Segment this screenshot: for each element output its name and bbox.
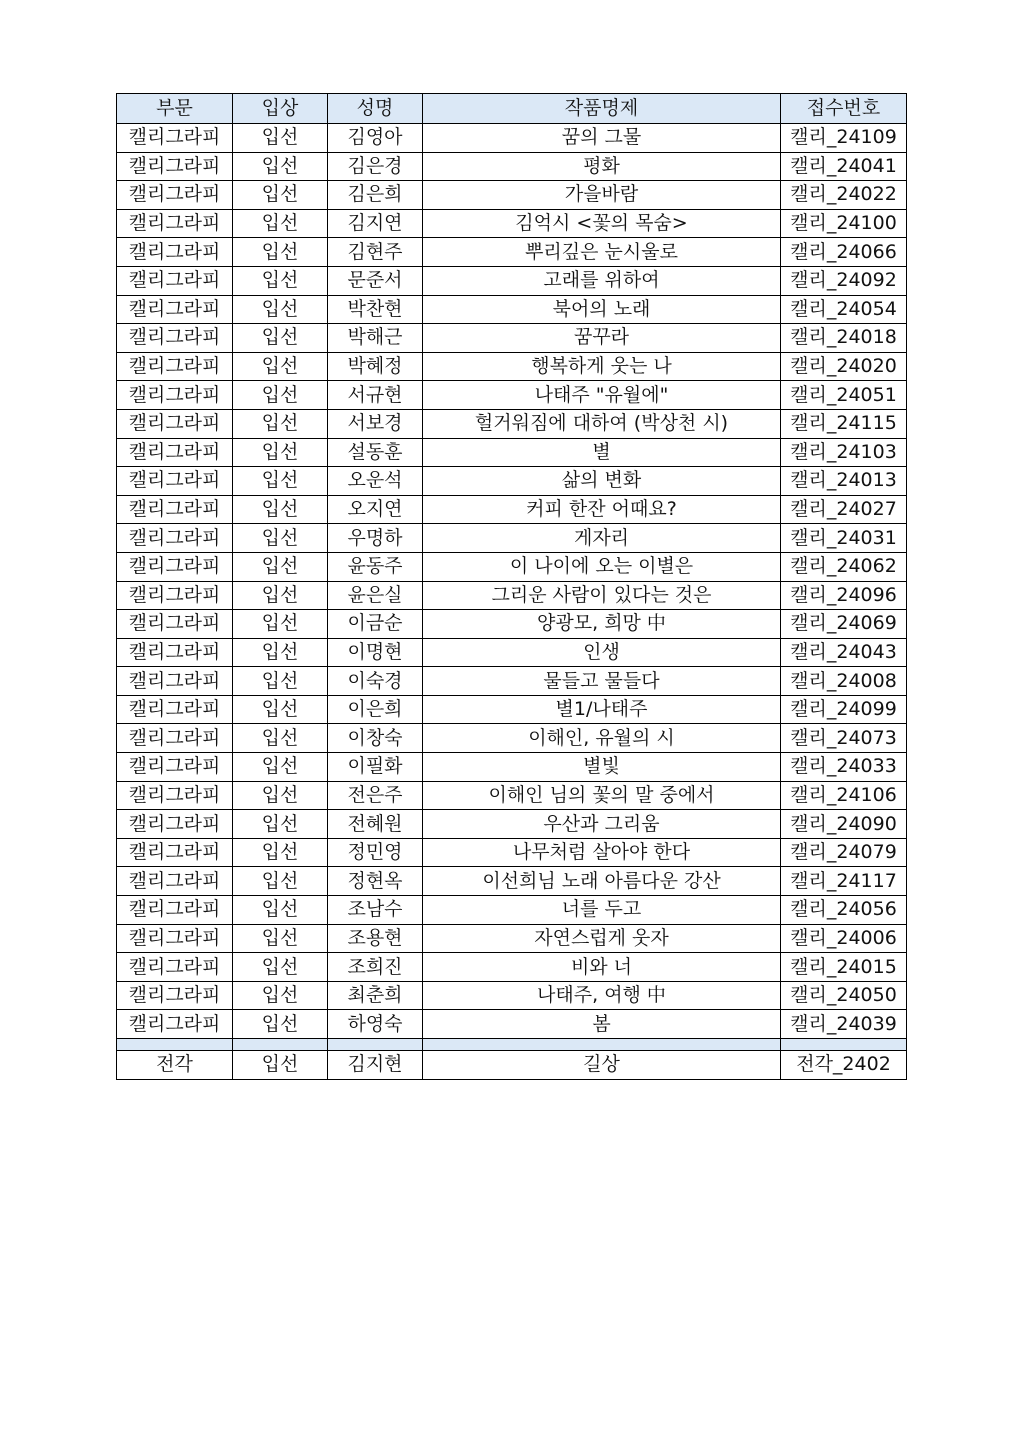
cell-work-title: 우산과 그리움 xyxy=(423,810,781,839)
cell-division: 캘리그라피 xyxy=(117,810,233,839)
cell-work-title: 헐거워짐에 대하여 (박상천 시) xyxy=(423,409,781,438)
cell-receipt-number: 캘리_24069 xyxy=(781,610,907,639)
cell-work-title: 별 xyxy=(423,438,781,467)
cell-name: 윤은실 xyxy=(328,581,423,610)
cell-work-title: 고래를 위하여 xyxy=(423,266,781,295)
table-body xyxy=(117,124,907,1080)
table-row xyxy=(117,1010,907,1039)
cell-division: 캘리그라피 xyxy=(117,981,233,1010)
cell-division: 캘리그라피 xyxy=(117,124,233,153)
cell-division: 캘리그라피 xyxy=(117,610,233,639)
table-row xyxy=(117,552,907,581)
cell-work-title: 김억시 <꽃의 목숨> xyxy=(423,209,781,238)
cell-award: 입선 xyxy=(233,610,328,639)
cell-receipt-number: 캘리_24117 xyxy=(781,867,907,896)
cell-receipt-number: 캘리_24050 xyxy=(781,981,907,1010)
cell-division: 캘리그라피 xyxy=(117,238,233,267)
cell-work-title: 북어의 노래 xyxy=(423,295,781,324)
cell-work-title: 너를 두고 xyxy=(423,896,781,925)
cell-work-title: 뿌리깊은 눈시울로 xyxy=(423,238,781,267)
cell-award: 입선 xyxy=(233,209,328,238)
cell-division: 캘리그라피 xyxy=(117,409,233,438)
cell-division: 캘리그라피 xyxy=(117,896,233,925)
table-row xyxy=(117,838,907,867)
cell-division: 캘리그라피 xyxy=(117,152,233,181)
cell-receipt-number: 캘리_24013 xyxy=(781,467,907,496)
cell-name: 오지연 xyxy=(328,495,423,524)
cell-name: 우명하 xyxy=(328,524,423,553)
cell-award: 입선 xyxy=(233,638,328,667)
table-row xyxy=(117,924,907,953)
cell-work-title: 이 나이에 오는 이별은 xyxy=(423,552,781,581)
cell-receipt-number: 캘리_24115 xyxy=(781,409,907,438)
cell-award: 입선 xyxy=(233,695,328,724)
cell-receipt-number: 캘리_24041 xyxy=(781,152,907,181)
table-header xyxy=(117,94,907,124)
cell-division: 캘리그라피 xyxy=(117,524,233,553)
table-row xyxy=(117,381,907,410)
cell-work-title: 나태주 "유월에" xyxy=(423,381,781,410)
cell-award: 입선 xyxy=(233,781,328,810)
cell-name: 정현옥 xyxy=(328,867,423,896)
cell-name: 김현주 xyxy=(328,238,423,267)
cell-receipt-number: 캘리_24039 xyxy=(781,1010,907,1039)
cell-work-title: 비와 너 xyxy=(423,953,781,982)
table-row xyxy=(117,238,907,267)
cell-award: 입선 xyxy=(233,581,328,610)
table-row xyxy=(117,295,907,324)
cell-division: 캘리그라피 xyxy=(117,667,233,696)
table-row xyxy=(117,152,907,181)
cell-award: 입선 xyxy=(233,352,328,381)
cell-name: 조남수 xyxy=(328,896,423,925)
cell-name: 설동훈 xyxy=(328,438,423,467)
cell-receipt-number: 캘리_24008 xyxy=(781,667,907,696)
table-row xyxy=(117,810,907,839)
cell-receipt-number: 캘리_24033 xyxy=(781,753,907,782)
cell-award: 입선 xyxy=(233,1051,328,1080)
cell-work-title: 게자리 xyxy=(423,524,781,553)
table-row xyxy=(117,266,907,295)
cell-name: 김은경 xyxy=(328,152,423,181)
separator-cell xyxy=(423,1039,781,1051)
cell-name: 이금순 xyxy=(328,610,423,639)
table-row xyxy=(117,610,907,639)
cell-receipt-number: 캘리_24106 xyxy=(781,781,907,810)
cell-receipt-number: 캘리_24056 xyxy=(781,896,907,925)
cell-receipt-number: 캘리_24096 xyxy=(781,581,907,610)
cell-division: 캘리그라피 xyxy=(117,1010,233,1039)
cell-division: 캘리그라피 xyxy=(117,266,233,295)
table-row xyxy=(117,1051,907,1080)
cell-receipt-number: 캘리_24090 xyxy=(781,810,907,839)
cell-receipt-number: 캘리_24066 xyxy=(781,238,907,267)
table-row xyxy=(117,181,907,210)
results-table xyxy=(116,93,907,1080)
cell-division: 전각 xyxy=(117,1051,233,1080)
column-header-division: 부문 xyxy=(117,94,233,124)
cell-award: 입선 xyxy=(233,181,328,210)
cell-receipt-number: 캘리_24103 xyxy=(781,438,907,467)
cell-division: 캘리그라피 xyxy=(117,695,233,724)
table-row xyxy=(117,438,907,467)
column-header-work-title: 작품명제 xyxy=(423,94,781,124)
cell-award: 입선 xyxy=(233,896,328,925)
cell-division: 캘리그라피 xyxy=(117,552,233,581)
table-row xyxy=(117,667,907,696)
table-row xyxy=(117,724,907,753)
cell-work-title: 나무처럼 살아야 한다 xyxy=(423,838,781,867)
cell-award: 입선 xyxy=(233,867,328,896)
cell-name: 김은희 xyxy=(328,181,423,210)
cell-name: 조희진 xyxy=(328,953,423,982)
table-row xyxy=(117,352,907,381)
cell-work-title: 가을바람 xyxy=(423,181,781,210)
cell-name: 정민영 xyxy=(328,838,423,867)
cell-work-title: 봄 xyxy=(423,1010,781,1039)
cell-award: 입선 xyxy=(233,266,328,295)
cell-award: 입선 xyxy=(233,409,328,438)
header-row xyxy=(117,94,907,124)
cell-name: 전은주 xyxy=(328,781,423,810)
cell-receipt-number: 캘리_24054 xyxy=(781,295,907,324)
separator-cell xyxy=(117,1039,233,1051)
cell-work-title: 양광모, 희망 中 xyxy=(423,610,781,639)
table-row xyxy=(117,896,907,925)
cell-work-title: 행복하게 웃는 나 xyxy=(423,352,781,381)
cell-name: 윤동주 xyxy=(328,552,423,581)
cell-receipt-number: 캘리_24109 xyxy=(781,124,907,153)
cell-award: 입선 xyxy=(233,981,328,1010)
cell-name: 최춘희 xyxy=(328,981,423,1010)
cell-name: 문준서 xyxy=(328,266,423,295)
table-row xyxy=(117,209,907,238)
cell-name: 김지연 xyxy=(328,209,423,238)
cell-division: 캘리그라피 xyxy=(117,209,233,238)
cell-award: 입선 xyxy=(233,724,328,753)
cell-name: 하영숙 xyxy=(328,1010,423,1039)
cell-name: 이은희 xyxy=(328,695,423,724)
cell-award: 입선 xyxy=(233,810,328,839)
cell-division: 캘리그라피 xyxy=(117,352,233,381)
cell-division: 캘리그라피 xyxy=(117,867,233,896)
cell-division: 캘리그라피 xyxy=(117,838,233,867)
cell-work-title: 별빛 xyxy=(423,753,781,782)
table-row xyxy=(117,753,907,782)
cell-receipt-number: 캘리_24027 xyxy=(781,495,907,524)
cell-work-title: 삶의 변화 xyxy=(423,467,781,496)
cell-award: 입선 xyxy=(233,495,328,524)
cell-division: 캘리그라피 xyxy=(117,295,233,324)
cell-name: 박찬현 xyxy=(328,295,423,324)
separator-cell xyxy=(781,1039,907,1051)
cell-receipt-number: 전각_2402 xyxy=(781,1051,907,1080)
cell-division: 캘리그라피 xyxy=(117,638,233,667)
cell-receipt-number: 캘리_24043 xyxy=(781,638,907,667)
cell-work-title: 평화 xyxy=(423,152,781,181)
cell-name: 이숙경 xyxy=(328,667,423,696)
table-row xyxy=(117,981,907,1010)
cell-receipt-number: 캘리_24062 xyxy=(781,552,907,581)
cell-receipt-number: 캘리_24051 xyxy=(781,381,907,410)
cell-division: 캘리그라피 xyxy=(117,924,233,953)
cell-award: 입선 xyxy=(233,924,328,953)
cell-receipt-number: 캘리_24079 xyxy=(781,838,907,867)
column-header-name: 성명 xyxy=(328,94,423,124)
table-row xyxy=(117,324,907,353)
cell-work-title: 이해인, 유월의 시 xyxy=(423,724,781,753)
cell-division: 캘리그라피 xyxy=(117,181,233,210)
cell-name: 서규현 xyxy=(328,381,423,410)
cell-award: 입선 xyxy=(233,438,328,467)
table-row xyxy=(117,953,907,982)
cell-work-title: 별1/나태주 xyxy=(423,695,781,724)
cell-name: 전혜원 xyxy=(328,810,423,839)
cell-receipt-number: 캘리_24006 xyxy=(781,924,907,953)
cell-work-title: 물들고 물들다 xyxy=(423,667,781,696)
table-row xyxy=(117,524,907,553)
table-row xyxy=(117,495,907,524)
cell-name: 박해근 xyxy=(328,324,423,353)
cell-division: 캘리그라피 xyxy=(117,753,233,782)
cell-award: 입선 xyxy=(233,324,328,353)
cell-receipt-number: 캘리_24020 xyxy=(781,352,907,381)
cell-work-title: 자연스럽게 웃자 xyxy=(423,924,781,953)
cell-receipt-number: 캘리_24022 xyxy=(781,181,907,210)
table-row xyxy=(117,695,907,724)
table-row xyxy=(117,124,907,153)
cell-award: 입선 xyxy=(233,381,328,410)
cell-division: 캘리그라피 xyxy=(117,467,233,496)
cell-name: 조용현 xyxy=(328,924,423,953)
cell-name: 서보경 xyxy=(328,409,423,438)
separator-cell xyxy=(233,1039,328,1051)
cell-work-title: 꿈의 그물 xyxy=(423,124,781,153)
cell-award: 입선 xyxy=(233,552,328,581)
cell-work-title: 나태주, 여행 中 xyxy=(423,981,781,1010)
cell-division: 캘리그라피 xyxy=(117,724,233,753)
cell-division: 캘리그라피 xyxy=(117,953,233,982)
table-row xyxy=(117,581,907,610)
cell-name: 김영아 xyxy=(328,124,423,153)
separator-cell xyxy=(328,1039,423,1051)
cell-division: 캘리그라피 xyxy=(117,438,233,467)
cell-division: 캘리그라피 xyxy=(117,495,233,524)
cell-division: 캘리그라피 xyxy=(117,581,233,610)
cell-work-title: 꿈꾸라 xyxy=(423,324,781,353)
cell-award: 입선 xyxy=(233,152,328,181)
cell-work-title: 길상 xyxy=(423,1051,781,1080)
cell-receipt-number: 캘리_24073 xyxy=(781,724,907,753)
cell-work-title: 인생 xyxy=(423,638,781,667)
cell-division: 캘리그라피 xyxy=(117,781,233,810)
cell-work-title: 그리운 사람이 있다는 것은 xyxy=(423,581,781,610)
table-row xyxy=(117,781,907,810)
table-row xyxy=(117,638,907,667)
cell-receipt-number: 캘리_24031 xyxy=(781,524,907,553)
cell-award: 입선 xyxy=(233,524,328,553)
cell-division: 캘리그라피 xyxy=(117,381,233,410)
column-header-award: 입상 xyxy=(233,94,328,124)
cell-award: 입선 xyxy=(233,467,328,496)
separator-row xyxy=(117,1039,907,1051)
cell-division: 캘리그라피 xyxy=(117,324,233,353)
table-row xyxy=(117,867,907,896)
cell-work-title: 이해인 님의 꽃의 말 중에서 xyxy=(423,781,781,810)
cell-award: 입선 xyxy=(233,667,328,696)
cell-receipt-number: 캘리_24015 xyxy=(781,953,907,982)
cell-award: 입선 xyxy=(233,753,328,782)
cell-award: 입선 xyxy=(233,295,328,324)
cell-award: 입선 xyxy=(233,124,328,153)
cell-name: 이필화 xyxy=(328,753,423,782)
column-header-receipt-number: 접수번호 xyxy=(781,94,907,124)
cell-award: 입선 xyxy=(233,953,328,982)
cell-receipt-number: 캘리_24099 xyxy=(781,695,907,724)
cell-name: 오운석 xyxy=(328,467,423,496)
cell-receipt-number: 캘리_24100 xyxy=(781,209,907,238)
cell-name: 이명현 xyxy=(328,638,423,667)
cell-receipt-number: 캘리_24018 xyxy=(781,324,907,353)
cell-name: 김지현 xyxy=(328,1051,423,1080)
table-row xyxy=(117,409,907,438)
cell-work-title: 이선희님 노래 아름다운 강산 xyxy=(423,867,781,896)
cell-name: 이창숙 xyxy=(328,724,423,753)
cell-award: 입선 xyxy=(233,838,328,867)
cell-award: 입선 xyxy=(233,1010,328,1039)
cell-receipt-number: 캘리_24092 xyxy=(781,266,907,295)
table-row xyxy=(117,467,907,496)
cell-work-title: 커피 한잔 어때요? xyxy=(423,495,781,524)
cell-name: 박혜정 xyxy=(328,352,423,381)
cell-award: 입선 xyxy=(233,238,328,267)
